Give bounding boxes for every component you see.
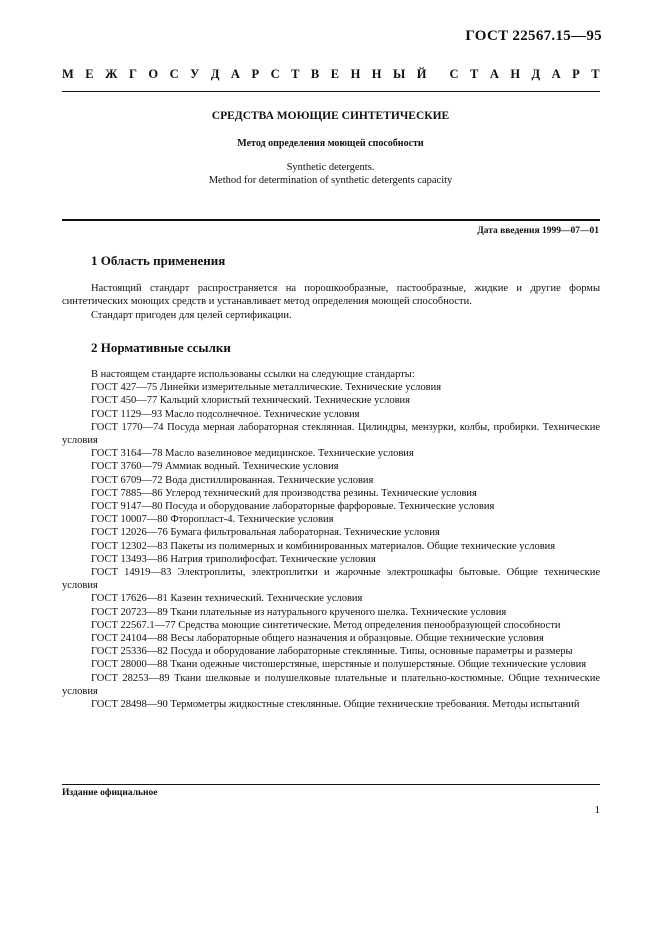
list-item: ГОСТ 25336—82 Посуда и оборудование лабораторные стеклянные. Типы, основные параметры и размеры [91,646,573,658]
banner-letter: Н [510,67,521,81]
introduction-date: Дата введения 1999—07—01 [477,226,599,236]
banner-letter: А [551,67,561,81]
list-item: ГОСТ 7885—86 Углерод технический для производства резины. Технические условия [91,487,477,499]
banner-letter: В [310,67,320,81]
banner-letter: Н [350,67,361,81]
list-item: ГОСТ 1129—93 Масло подсолнечное. Технические условия [91,408,360,420]
banner-letter: Й [416,67,427,81]
banner-letter: Д [531,67,541,81]
banner-letter: Н [371,67,382,81]
banner-letter: А [230,67,240,81]
official-edition-label: Издание официальное [62,788,158,798]
section-1-paragraph-2: Стандарт пригоден для целей сертификации. [91,310,292,321]
list-item: ГОСТ 6709—72 Вода дистиллированная. Технические условия [91,474,374,486]
list-item: ГОСТ 28000—88 Ткани одежные чистошерстяные, шерстяные и полушерстяные. Общие технические условия [91,659,587,671]
banner-letter: Р [572,67,580,81]
banner-letter: Т [591,67,600,81]
banner-letter: С [270,67,280,81]
banner-letter: С [169,67,179,81]
english-title-line1: Synthetic detergents. [286,162,375,173]
standard-number: ГОСТ 22567.15—95 [465,28,602,44]
list-item: ГОСТ 9147—80 Посуда и оборудование лабораторные фарфоровые. Технические условия [91,501,495,513]
list-item: ГОСТ 22567.1—77 Средства моющие синтетические. Метод определения пенообразующей способности [91,619,561,631]
banner-letter: У [190,67,200,81]
section-1-heading: 1 Область применения [91,253,226,268]
banner-letter: Д [210,67,220,81]
interstate-standard-banner [62,67,600,82]
banner-letter: Г [128,67,137,81]
banner-letter: С [449,67,459,81]
section-1-paragraph-1: Настоящий стандарт распространяется на порошкообразные, пастообразные, жидкие и другие формы синтетических моющих средств и устанавливает метод определения моющей способности. [62,283,600,308]
section-2-heading: 2 Нормативные ссылки [91,340,231,355]
banner-letter: Т [291,67,300,81]
list-item: ГОСТ 14919—83 Электроплиты, электроплитки и жарочные электрошкафы бытовые. Общие технические условия [62,567,600,592]
english-title-line2: Method for determination of synthetic detergents capacity [208,175,453,186]
list-item: ГОСТ 450—77 Кальций хлористый технический. Технические условия [91,395,410,407]
list-item: ГОСТ 3164—78 Масло вазелиновое медицинское. Технические условия [91,448,414,460]
list-item: ГОСТ 1770—74 Посуда мерная лабораторная стеклянная. Цилиндры, мензурки, колбы, пробирки. Технические условия [62,421,600,447]
list-item: ГОСТ 3760—79 Аммиак водный. Технические условия [91,461,339,473]
list-item: ГОСТ 28253—89 Ткани шелковые и полушелковые плательные и плательно-костюмные. Общие технические условия [62,672,600,697]
footer-divider [62,784,600,785]
document-title: СРЕДСТВА МОЮЩИЕ СИНТЕТИЧЕСКИЕ [211,110,450,122]
list-item: ГОСТ 17626—81 Казеин технический. Технические условия [91,593,363,605]
header-divider [62,91,600,92]
references-list [62,368,600,711]
banner-letter: Е [330,67,340,81]
list-item: ГОСТ 10007—80 Фторопласт-4. Технические условия [91,514,334,526]
list-item: ГОСТ 24104—88 Весы лабораторные общего назначения и образцовые. Общие технические условия [91,633,544,645]
list-item: ГОСТ 427—75 Линейки измерительные металлические. Технические условия [91,382,442,394]
banner-letter: А [489,67,499,81]
page-number: 1 [594,804,600,816]
banner-letter: Ж [105,67,118,81]
banner-letter: М [62,67,74,81]
banner-letter: О [148,67,159,81]
document-subtitle: Метод определения моющей способности [237,138,424,149]
list-item: ГОСТ 28498—90 Термометры жидкостные стеклянные. Общие технические требования. Методы испытаний [91,699,580,711]
banner-letter: Е [85,67,94,81]
list-item: ГОСТ 13493—86 Натрия триполифосфат. Технические условия [91,553,376,565]
references-intro: В настоящем стандарте использованы ссылки на следующие стандарты: [91,369,415,380]
list-item: ГОСТ 12026—76 Бумага фильтровальная лабораторная. Технические условия [91,527,440,539]
list-item: ГОСТ 12302—83 Пакеты из полимерных и комбинированных материалов. Общие технические условия [91,540,556,552]
list-item: ГОСТ 20723—89 Ткани плательные из натурального крученого шелка. Технические условия [91,606,507,618]
banner-letter: Ы [393,67,406,81]
banner-letter: Р [251,67,260,81]
title-divider [62,219,600,221]
banner-letter: Т [469,67,479,81]
